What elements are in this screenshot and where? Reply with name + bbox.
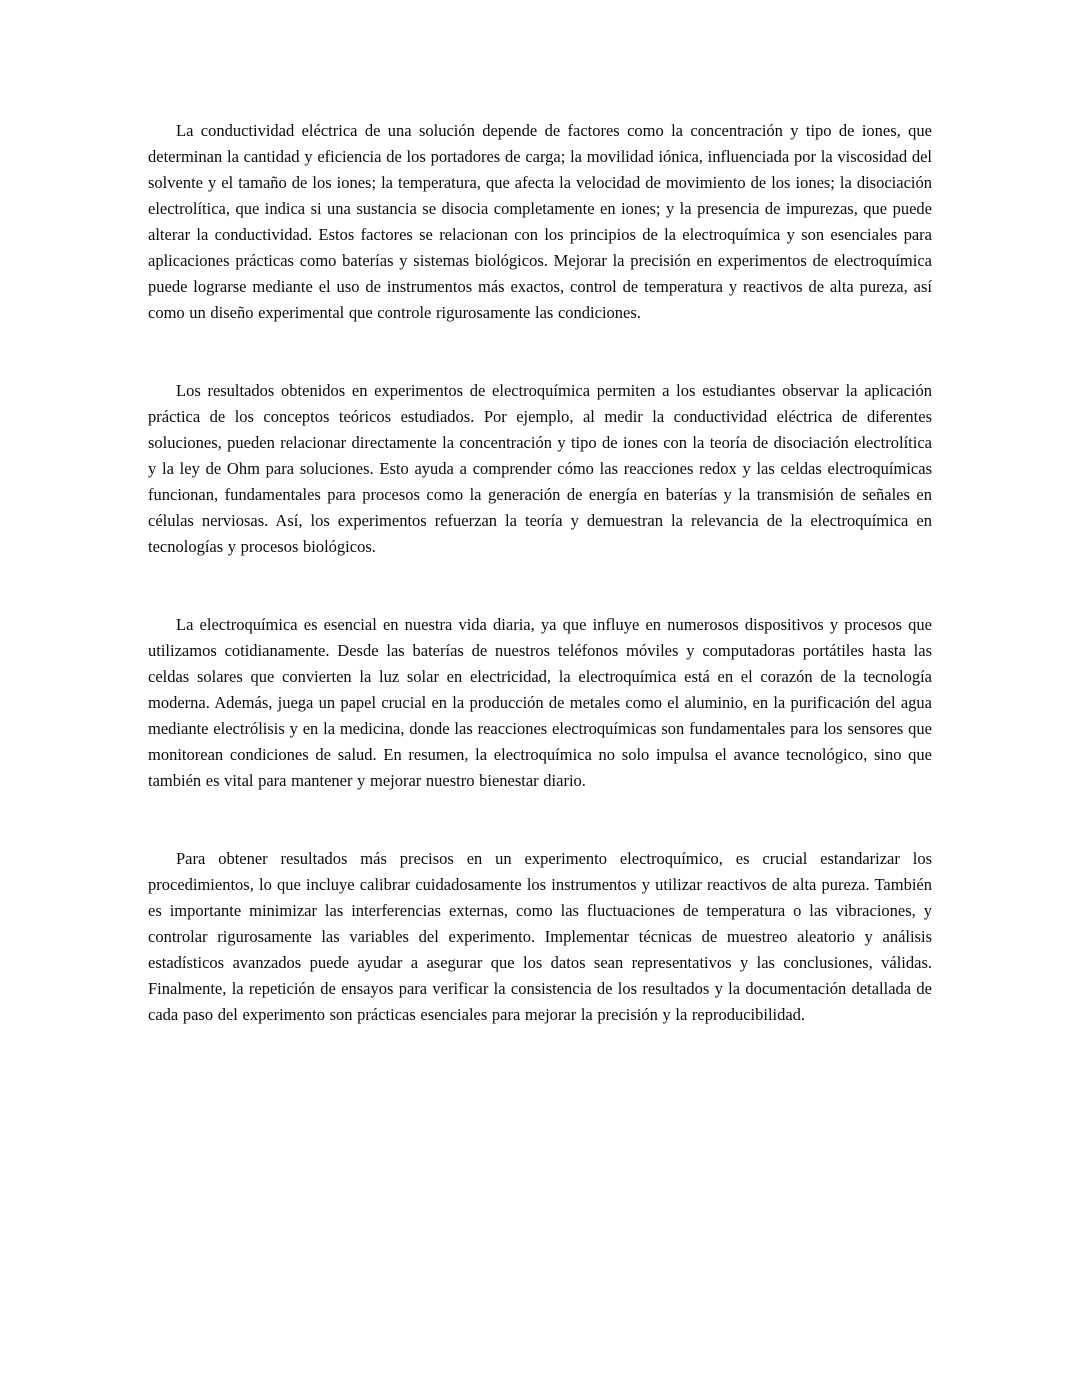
paragraph-experiment-results: Los resultados obtenidos en experimentos de electroquímica permiten a los estudiantes observar la aplicación práctica de los conceptos teóricos estudiados. Por ejemplo, al medir la conductividad eléctrica de diferentes soluciones, pueden relacionar directamente la concentración y tipo de iones con la teoría de disociación electrolítica y la ley de Ohm para soluciones. Esto ayuda a comprender cómo las reacciones redox y las celdas electroquímicas funcionan, fundamentales para procesos como la generación de energía en baterías y la transmisión de señales en células nerviosas. Así, los experimentos refuerzan la teoría y demuestran la relevancia de la electroquímica en tecnologías y procesos biológicos. <box>148 381 932 556</box>
paragraph-conductivity-factors: La conductividad eléctrica de una solución depende de factores como la concentración y tipo de iones, que determinan la cantidad y eficiencia de los portadores de carga; la movilidad iónica, influenciada por la viscosidad del solvente y el tamaño de los iones; la temperatura, que afecta la velocidad de movimiento de los iones; la disociación electrolítica, que indica si una sustancia se disocia completamente en iones; y la presencia de impurezas, que puede alterar la conductividad. Estos factores se relacionan con los principios de la electroquímica y son esenciales para aplicaciones prácticas como baterías y sistemas biológicos. Mejorar la precisión en experimentos de electroquímica puede lograrse mediante el uso de instrumentos más exactos, control de temperatura y reactivos de alta pureza, así como un diseño experimental que controle rigurosamente las condiciones. <box>148 121 932 322</box>
paragraph-electrochemistry-daily-life: La electroquímica es esencial en nuestra vida diaria, ya que influye en numerosos dispositivos y procesos que utilizamos cotidianamente. Desde las baterías de nuestros teléfonos móviles y computadoras portátiles hasta las celdas solares que convierten la luz solar en electricidad, la electroquímica está en el corazón de la tecnología moderna. Además, juega un papel crucial en la producción de metales como el aluminio, en la purificación del agua mediante electrólisis y en la medicina, donde las reacciones electroquímicas son fundamentales para los sensores que monitorean condiciones de salud. En resumen, la electroquímica no solo impulsa el avance tecnológico, sino que también es vital para mantener y mejorar nuestro bienestar diario. <box>148 615 932 790</box>
paragraph-precision-methods: Para obtener resultados más precisos en un experimento electroquímico, es crucial estandarizar los procedimientos, lo que incluye calibrar cuidadosamente los instrumentos y utilizar reactivos de alta pureza. También es importante minimizar las interferencias externas, como las fluctuaciones de temperatura o las vibraciones, y controlar rigurosamente las variables del experimento. Implementar técnicas de muestreo aleatorio y análisis estadísticos avanzados puede ayudar a asegurar que los datos sean representativos y las conclusiones, válidas. Finalmente, la repetición de ensayos para verificar la consistencia de los resultados y la documentación detallada de cada paso del experimento son prácticas esenciales para mejorar la precisión y la reproducibilidad. <box>148 849 932 1024</box>
